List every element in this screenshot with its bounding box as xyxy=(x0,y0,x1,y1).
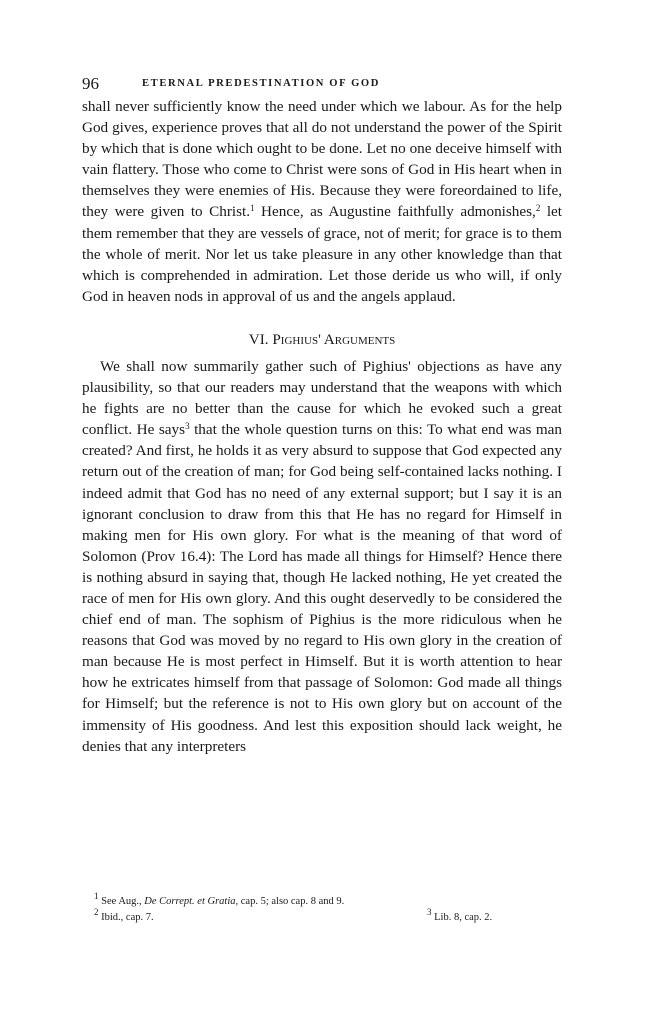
footnote-1-title: De Corrept. et Gratia, xyxy=(144,896,239,907)
footnote-1-pre: See Aug., xyxy=(98,896,145,907)
footnotes xyxy=(82,891,552,926)
paragraph-2-text-b: that the whole question turns on this: To what end was man created? And first, he holds it as very absurd to suppose that God expected any return out of the creation of man; for God being self-contained lacks nothing. I indeed admit that God has no need of any external support; but I say it is an ignorant conclusion to draw from this that He has no regard for Himself in making men for His own glory. For what is the meaning of that word of Solomon (Prov 16.4): The Lord has made all things for Himself? Hence there is nothing absurd in saying that, though He lacked nothing, He yet created the race of men for His own glory. And this ought deservedly to be considered the chief end of man. The sophism of Pighius is the more ridiculous when he reasons that God was moved by no regard to His own glory in the creation of man because He is most perfect in Himself. But it is worth attention to hear how he extricates himself from that passage of Solomon: God made all things for Himself; but the reference is not to His own glory but on account of the immensity of His goodness. And lest this exposition should lack weight, he denies that any interpreters xyxy=(82,421,563,755)
book-page xyxy=(82,74,562,757)
paragraph-1-text-a: shall never sufficiently know the need under which we labour. As for the help God gives, experience proves that all do not understand the power of the Spirit by which that is done which ought to be done. Let no one deceive himself with vain flattery. Those who come to Christ were sons of God in His heart when in themselves they were enemies of His. Because they were foreordained to life, they were given to Christ. xyxy=(82,98,562,221)
paragraph-2 xyxy=(82,356,562,757)
page-number: 96 xyxy=(82,74,99,93)
paragraph-1 xyxy=(82,96,562,307)
section-numeral: VI. xyxy=(248,330,269,348)
paragraph-2-text-a: We shall now summarily gather such of Pighius' objections as have any plausibility, so that our readers may understand that the weapons with which he fights are no better than the cause for which he evoked such a great conflict. He says xyxy=(82,357,562,439)
footnote-2-text: Ibid., cap. 7. xyxy=(98,912,154,923)
running-head xyxy=(82,74,562,96)
running-title: ETERNAL PREDESTINATION OF GOD xyxy=(142,78,381,89)
footnote-3-text: Lib. 8, cap. 2. xyxy=(431,912,493,923)
paragraph-1-text-b: Hence, as Augustine faithfully admonishes, xyxy=(254,203,536,221)
footnote-ref-3: 3 xyxy=(185,421,190,432)
section-heading xyxy=(82,329,562,350)
footnote-3-number: 3 xyxy=(427,907,432,917)
footnote-ref-1: 1 xyxy=(250,203,255,214)
footnote-row-2-3 xyxy=(82,907,552,926)
footnote-1-number: 1 xyxy=(94,891,99,901)
footnote-3 xyxy=(427,907,493,926)
footnote-2 xyxy=(94,907,154,926)
footnote-1-post: cap. 5; also cap. 8 and 9. xyxy=(238,896,345,907)
footnote-ref-2: 2 xyxy=(535,203,541,214)
section-title: Pighius' Arguments xyxy=(272,330,396,348)
footnote-1 xyxy=(82,891,552,910)
paragraph-1-text-c: let them remember that they are vessels of grace, not of merit; for grace is to them the whole of merit. Nor let us take pleasure in any other knowledge than that which is comprehended in admiration. Let those deride us who will, if only God in heaven nods in approval of us and the angels applaud. xyxy=(82,203,563,305)
footnote-2-number: 2 xyxy=(94,907,99,917)
